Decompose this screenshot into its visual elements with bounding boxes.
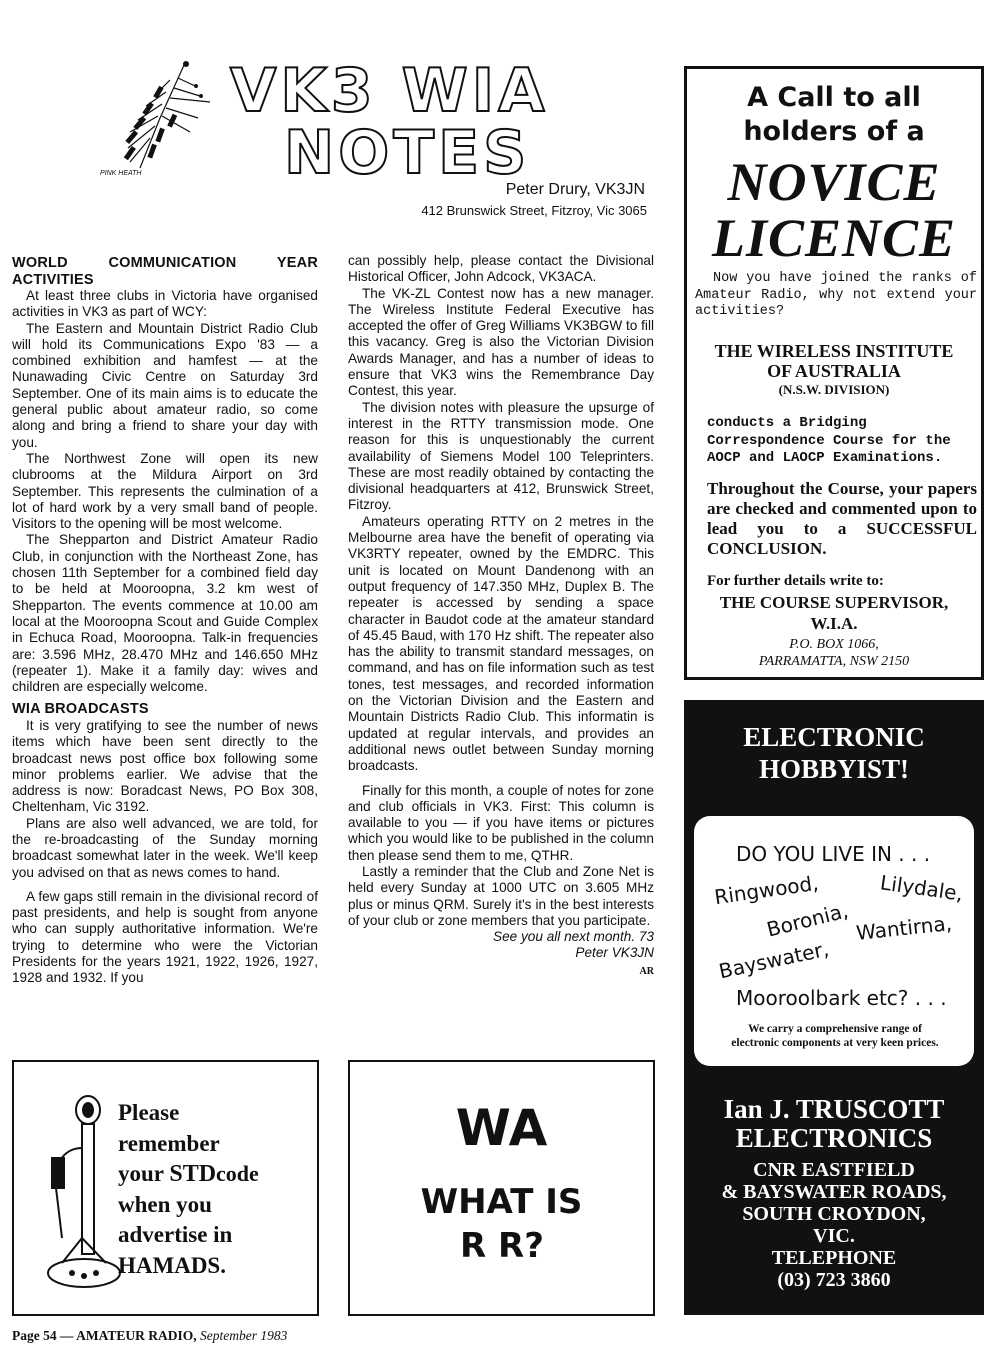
business-address: SOUTH CROYDON, bbox=[742, 1203, 926, 1225]
suburb-ringwood: Ringwood, bbox=[712, 870, 820, 910]
paragraph: The division notes with pleasure the upsurge of interest in the RTTY transmission mode. One reason for this is unquestionably the current availability of Siemens Model 100 Teleprinters. These are most readily obtained by contacting the divisional headquarters at 412, Brunswick Street, Fitzroy. bbox=[348, 399, 654, 513]
std-code-reminder-box bbox=[12, 1060, 319, 1316]
paragraph: A few gaps still remain in the divisional record of past presidents, and help is sought from anyone who can supply authoritative information. We're trying to determine who were the Victorian Presidents for the years 1921, 1922, 1926, 1927, 1928 and 1932. If you bbox=[12, 888, 318, 986]
ad-po-box: P.O. BOX 1066, bbox=[789, 637, 879, 652]
paragraph: Amateurs operating RTTY on 2 metres in the Melbourne area have the benefit of operating via VK3RTY repeater, owned by the EMDRC. This unit is located on Mount Dandenong with an output frequency of 147.350 MHz, Duplex B. The repeater is accessed by sending a space character in Baudot code at the amateur standard of 45.45 Baud, with 170 Hz shift. The repeater also has the ability to transmit standard messages, on command, and has on file information such as test tones, test messages, and recorded information on the Victorian Division and the Eastern and Mountain Districts Radio Club. This informatin is updated at regular intervals, and provides an additional news outlet between Sunday morning broadcasts. bbox=[348, 513, 654, 774]
paragraph: can possibly help, please contact the Divisional Historical Officer, John Adcock, VK3ACA. bbox=[348, 253, 654, 285]
ad-big-title: NOVICE bbox=[727, 152, 941, 212]
what-is-wa-rr-box bbox=[348, 1060, 655, 1316]
page-footer bbox=[12, 1328, 287, 1344]
signoff-line: See you all next month. 73 bbox=[493, 929, 654, 945]
candlestick-telephone-icon bbox=[32, 1088, 122, 1298]
paragraph: The VK-ZL Contest now has a new manager. The Wireless Institute Federal Executive has accepted the offer of Greg Williams VK3BGW to fill this vacancy. Greg is also the Victorian Division Awards Manager, and has a number of ideas to ensure that VK3 wins the Remembrance Day Contest, this year. bbox=[348, 285, 654, 399]
ad-intro: Now you have joined the ranks of Amateur Radio, why not extend your activities? bbox=[695, 271, 977, 319]
ad-course-text: conducts a Bridging Correspondence Course for the AOCP and LAOCP Examinations. bbox=[707, 415, 951, 466]
article-column-1 bbox=[12, 253, 318, 987]
business-name: ELECTRONICS bbox=[735, 1123, 933, 1153]
business-name: Ian J. TRUSCOTT bbox=[723, 1094, 945, 1124]
paragraph: At least three clubs in Victoria have organised activities in VK3 as part of WCY: bbox=[12, 288, 318, 320]
section-title-line-2: NOTES bbox=[284, 118, 531, 188]
paragraph: The Shepparton and District Amateur Radio Club, in conjunction with the Northeast Zone, has chosen 11th September for a combined field day to be held at Mooroopna, 3.2 km west of Shepparton. The events commence at 10.00 am local at the Mooroopna Scout and Guide Complex in Echuca Road, Mooroopna. Talk-in frequencies are: 3.596 MHz, 28.470 MHz and 146.650 MHz (repeater 1). Make it a family day: wives and children are especially welcome. bbox=[12, 532, 318, 695]
section-title-line-1: VK3 WIA bbox=[230, 56, 549, 126]
footer-page: Page 54 — AMATEUR RADIO, bbox=[12, 1328, 197, 1343]
std-line bbox=[118, 1159, 259, 1190]
question-text: DO YOU LIVE IN . . . bbox=[736, 842, 931, 866]
heading-wia-broadcasts: WIA BROADCASTS bbox=[12, 701, 149, 718]
ad-further-details: For further details write to: bbox=[707, 573, 884, 589]
business-address: & BAYSWATER ROADS, bbox=[721, 1181, 947, 1203]
std-line: HAMADS. bbox=[118, 1252, 226, 1278]
paragraph: It is very gratifying to see the number of news items which have been sent directly to the broadcast news post office box following some minor problems earlier. We advise that the address is now: Boradcast News, PO Box 308, Cheltenham, Vic 3192. bbox=[12, 717, 318, 815]
suburb-lilydale: Lilydale, bbox=[878, 870, 965, 906]
suburb-wantirna: Wantirna, bbox=[855, 911, 953, 945]
suburb-mooroolbark: Mooroolbark etc? . . . bbox=[736, 986, 947, 1010]
author-byline: Peter Drury, VK3JN bbox=[505, 181, 645, 198]
paragraph: Finally for this month, a couple of notes for zone and club officials in VK3. First: This column is available to you — if you have items or pictures which you would like to be published in the column then please send them to me, QTHR. bbox=[348, 782, 654, 863]
paragraph: The Northwest Zone will open its new clubrooms at the Mildura Airport on 3rd September. This represents the culmination of a lot of hard work by a very small band of people. Visitors to the opening will be most welcome. bbox=[12, 450, 318, 532]
telephone-number: (03) 723 3860 bbox=[777, 1269, 891, 1291]
suburb-boronia: Boronia, bbox=[764, 898, 851, 942]
wa-headline: WA bbox=[455, 1099, 548, 1157]
article-column-2 bbox=[348, 253, 654, 980]
end-mark: AR bbox=[639, 965, 654, 977]
ad-pitch: Throughout the Course, your papers are checked and commented upon to lead you to a SUCCESSFUL CONCLUSION. bbox=[707, 479, 977, 558]
paragraph: Lastly a reminder that the Club and Zone Net is held every Sunday at 1000 UTC on 3.605 MHz plus or minus QRM. Surely it's in the best interests of your club or zone members that you participate. bbox=[348, 863, 654, 928]
ad-org-name: OF AUSTRALIA bbox=[767, 361, 901, 381]
paragraph: Plans are also well advanced, we are told, for the re-broadcasting of the Sunday morning broadcast somewhat later in the week. We'll keep you advised on that as news comes to hand. bbox=[12, 815, 318, 880]
wa-question: WHAT IS bbox=[420, 1182, 583, 1222]
signoff-name: Peter VK3JN bbox=[575, 945, 654, 961]
logo-caption: PINK HEATH bbox=[100, 170, 142, 177]
business-address: CNR EASTFIELD bbox=[753, 1159, 915, 1181]
std-reminder-text bbox=[118, 1098, 259, 1281]
ad-supervisor: THE COURSE SUPERVISOR, bbox=[719, 593, 949, 612]
electronic-hobbyist-advertisement bbox=[684, 700, 984, 1315]
telephone-label: TELEPHONE bbox=[771, 1247, 897, 1269]
ad-city: PARRAMATTA, NSW 2150 bbox=[758, 654, 910, 669]
std-line: advertise in bbox=[118, 1222, 233, 1247]
heading-wcy-activities: WORLD COMMUNICATION YEAR ACTIVITIES bbox=[12, 255, 318, 288]
ad-supervisor: W.I.A. bbox=[810, 614, 858, 633]
wa-question: R R? bbox=[460, 1226, 544, 1266]
std-line: when you bbox=[118, 1191, 212, 1217]
std-line: Please bbox=[118, 1100, 180, 1125]
ad-headline: A Call to all bbox=[747, 82, 921, 113]
std-word: your bbox=[118, 1161, 164, 1186]
std-word-std: STD bbox=[169, 1161, 217, 1187]
std-line: remember bbox=[118, 1130, 220, 1156]
suburbs-panel bbox=[694, 816, 974, 1066]
stock-note: We carry a comprehensive range of electronic components at very keen prices. bbox=[731, 1023, 939, 1049]
novice-licence-advertisement bbox=[684, 66, 984, 680]
author-address: 412 Brunswick Street, Fitzroy, Vic 3065 bbox=[421, 203, 647, 218]
ad-big-title: LICENCE bbox=[711, 208, 957, 268]
ad-org-division: (N.S.W. DIVISION) bbox=[778, 382, 890, 397]
ad-org-name: THE WIRELESS INSTITUTE bbox=[714, 341, 954, 361]
ad-headline: HOBBYIST! bbox=[758, 754, 910, 784]
paragraph: The Eastern and Mountain District Radio Club will hold its Communications Expo '83 — a combined exhibition and hamfest — at the Nunawading Civic Centre on Saturday 3rd September. One of its main aims is to educate the general public about amateur radio, so come along and bring a friend to share your day with you. bbox=[12, 320, 318, 450]
pink-heath-illustration bbox=[100, 58, 225, 183]
footer-date: September 1983 bbox=[200, 1328, 288, 1343]
ad-headline: holders of a bbox=[743, 116, 925, 147]
ad-headline: ELECTRONIC bbox=[743, 722, 925, 752]
business-address: VIC. bbox=[813, 1225, 855, 1247]
std-word-code: code bbox=[216, 1161, 259, 1186]
suburb-bayswater: Bayswater, bbox=[716, 936, 831, 984]
